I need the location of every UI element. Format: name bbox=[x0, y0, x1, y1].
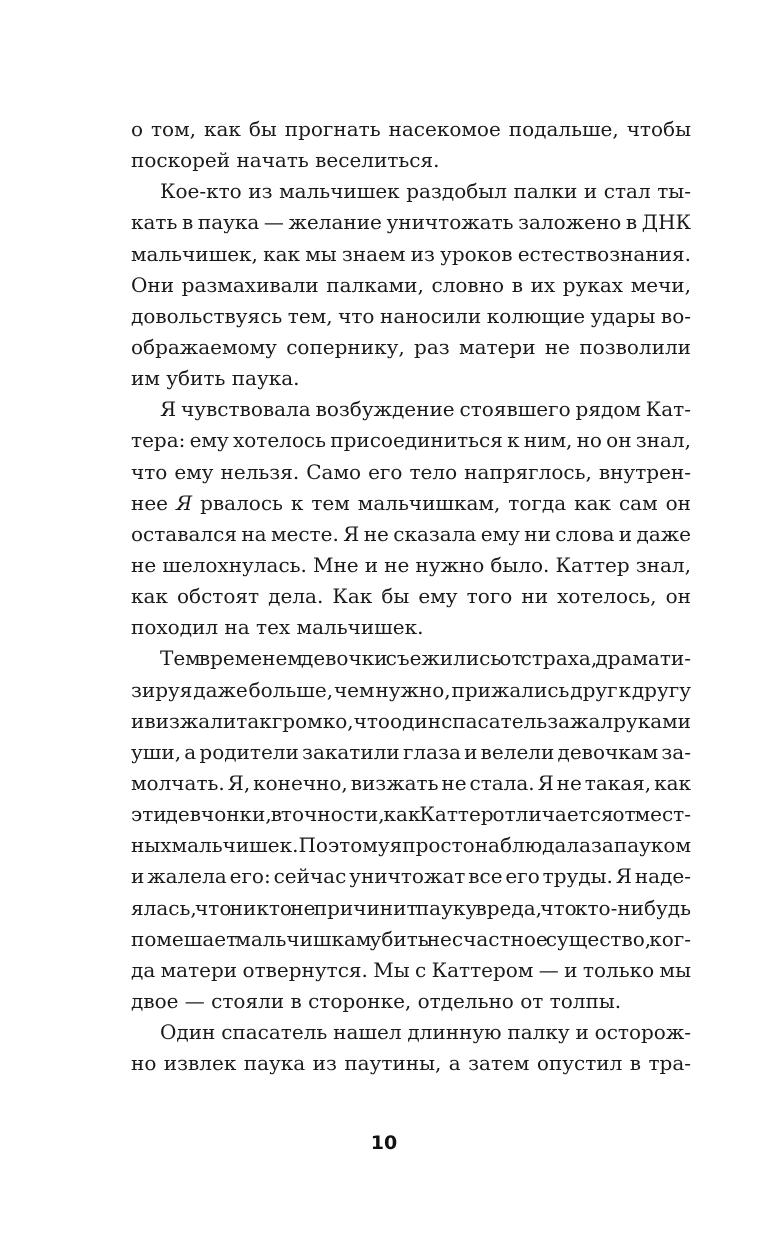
text-line: Кое-кто из мальчишек раздобыл палки и стал ты- bbox=[160, 179, 691, 204]
paragraph bbox=[131, 1017, 691, 1079]
text-line: ображаемому сопернику, раз матери не позволили bbox=[131, 334, 691, 359]
text-line: им убить паука. bbox=[131, 366, 300, 391]
text-line-with-italic: нее Я рвалось к тем мальчишкам, тогда как сам он bbox=[131, 490, 691, 515]
paragraph bbox=[131, 114, 691, 176]
text-line: о том, как бы прогнать насекомое подальше, чтобы bbox=[131, 117, 691, 141]
text-line: довольствуясь тем, что наносили колющие удары во- bbox=[131, 303, 691, 328]
text-line: молчать. Я, конечно, визжать не стала. Я не такая, как bbox=[131, 770, 691, 795]
text-line: уши, а родители закатили глаза и велели девочкам за- bbox=[131, 739, 691, 764]
text-line: Они размахивали палками, словно в их руках мечи, bbox=[131, 272, 691, 297]
text-line: как обстоят дела. Как бы ему того ни хотелось, он bbox=[131, 584, 691, 609]
text-line: эти девчонки, в точности, как Каттер отличается от мест- bbox=[131, 802, 691, 827]
text-line: кать в паука — желание уничтожать заложено в ДНК bbox=[131, 210, 691, 235]
text-line: что ему нельзя. Само его тело напряглось, внутрен- bbox=[131, 459, 691, 484]
italic-word: Я bbox=[175, 490, 193, 515]
paragraph bbox=[131, 394, 691, 643]
paragraph bbox=[131, 176, 691, 394]
text-line: оставался на месте. Я не сказала ему ни слова и даже bbox=[131, 521, 691, 546]
text-line: зируя даже больше, чем нужно, прижались друг к другу bbox=[131, 677, 691, 702]
page-number: 10 bbox=[370, 1132, 398, 1154]
text-line: и визжали так громко, что один спасатель зажал руками bbox=[131, 708, 691, 733]
text-line: поскорей начать веселиться. bbox=[131, 148, 440, 173]
text-line: но извлек паука из паутины, а затем опустил в тра- bbox=[131, 1051, 691, 1076]
text-line: Тем временем девочки съежились от страха, драмати- bbox=[160, 646, 691, 671]
paragraph bbox=[131, 643, 691, 1017]
text-line: ялась, что никто не причинит пауку вреда, что кто-нибудь bbox=[131, 895, 691, 920]
body-text bbox=[131, 114, 691, 1079]
text-line: тера: ему хотелось присоединиться к ним, но он знал, bbox=[131, 428, 691, 453]
text-line: помешает мальчишкам убить несчастное существо, ког- bbox=[131, 926, 691, 951]
text-line: Один спасатель нашел длинную палку и осторож- bbox=[160, 1020, 691, 1045]
text-line: мальчишек, как мы знаем из уроков естествознания. bbox=[131, 241, 691, 266]
text-line: ных мальчишек. Поэтому я просто наблюдала за пауком bbox=[131, 833, 691, 858]
text-line: не шелохнулась. Мне и не нужно было. Каттер знал, bbox=[131, 552, 691, 577]
text-line: и жалела его: сейчас уничтожат все его труды. Я наде- bbox=[131, 864, 691, 889]
text-line: Я чувствовала возбуждение стоявшего рядом Кат- bbox=[160, 397, 691, 422]
text-line: походил на тех мальчишек. bbox=[131, 615, 424, 640]
text-line: да матери отвернутся. Мы с Каттером — и только мы bbox=[131, 957, 691, 982]
text-line: двое — стояли в сторонке, отдельно от толпы. bbox=[131, 988, 622, 1013]
